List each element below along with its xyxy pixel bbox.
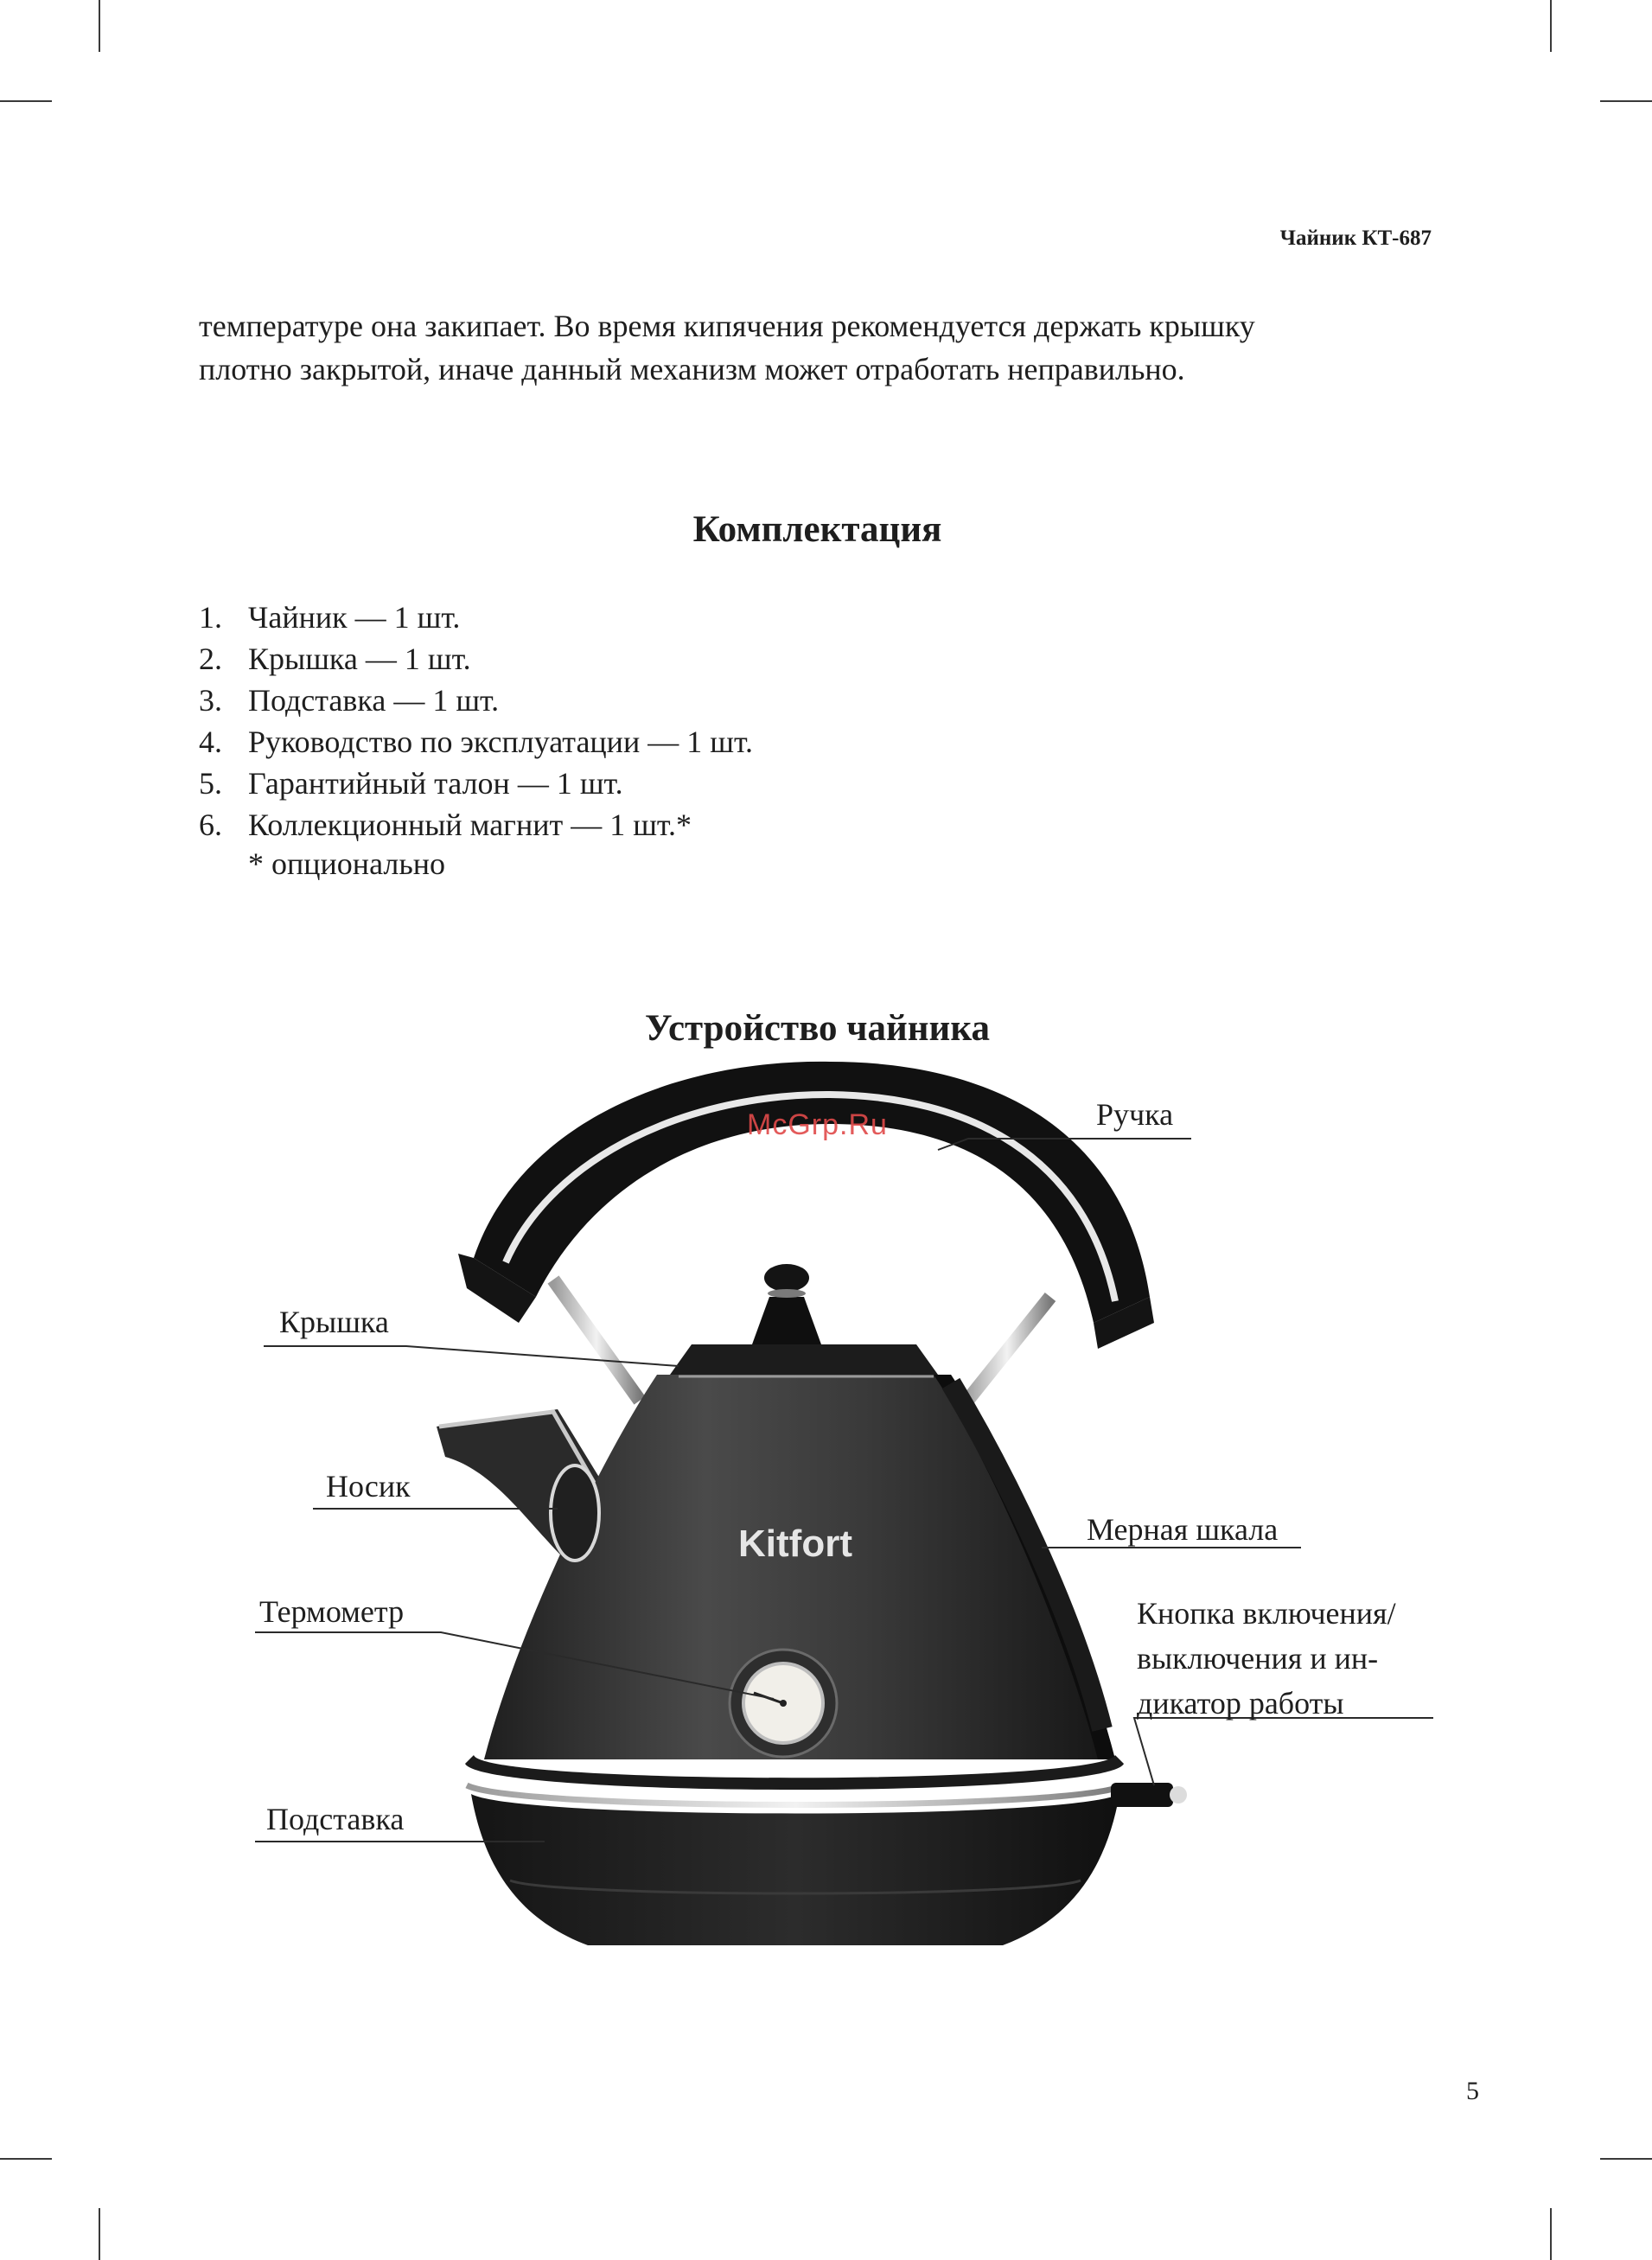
list-text: Коллекционный магнит — 1 шт.* xyxy=(248,808,692,842)
label-power-button-line: выключения и ин- xyxy=(1137,1641,1379,1676)
base xyxy=(465,1755,1124,1945)
list-text: Подставка — 1 шт. xyxy=(248,683,500,718)
watermark: McGrp.Ru xyxy=(747,1108,888,1141)
running-header: Чайник КТ-687 xyxy=(1279,227,1432,250)
list-text: Чайник — 1 шт. xyxy=(248,600,461,635)
list-number: 2. xyxy=(199,642,222,676)
list-number: 6. xyxy=(199,808,222,842)
label-spout: Носик xyxy=(326,1469,411,1503)
list-number: 5. xyxy=(199,766,222,801)
intro-line: температуре она закипает. Во время кипячения рекомендуется держать крышку xyxy=(199,309,1255,343)
list-text: Руководство по эксплуатации — 1 шт. xyxy=(248,725,753,759)
optional-note: * опционально xyxy=(248,846,446,881)
label-power-button-line: дикатор работы xyxy=(1137,1686,1344,1721)
button-leader xyxy=(1134,1718,1433,1785)
page-number: 5 xyxy=(1466,2077,1479,2105)
device-heading: Устройство чайника xyxy=(645,1008,990,1049)
label-thermometer: Термометр xyxy=(259,1594,405,1629)
thermometer xyxy=(730,1650,837,1757)
list-number: 3. xyxy=(199,683,222,718)
package-heading: Комплектация xyxy=(692,509,942,550)
label-base: Подставка xyxy=(266,1802,405,1836)
power-switch xyxy=(1111,1783,1187,1807)
list-text: Крышка — 1 шт. xyxy=(248,642,471,676)
lid xyxy=(670,1264,938,1376)
label-scale: Мерная шкала xyxy=(1087,1512,1279,1547)
list-text: Гарантийный талон — 1 шт. xyxy=(248,766,623,801)
list-number: 4. xyxy=(199,725,222,759)
intro-line: плотно закрытой, иначе данный механизм может отработать неправильно. xyxy=(199,352,1185,386)
label-handle: Ручка xyxy=(1096,1097,1174,1132)
label-power-button-line: Кнопка включения/ xyxy=(1137,1596,1396,1631)
label-lid: Крышка xyxy=(279,1305,389,1339)
list-number: 1. xyxy=(199,600,222,635)
label-power-button xyxy=(1137,1591,1396,1726)
brand-logo: Kitfort xyxy=(738,1523,852,1565)
